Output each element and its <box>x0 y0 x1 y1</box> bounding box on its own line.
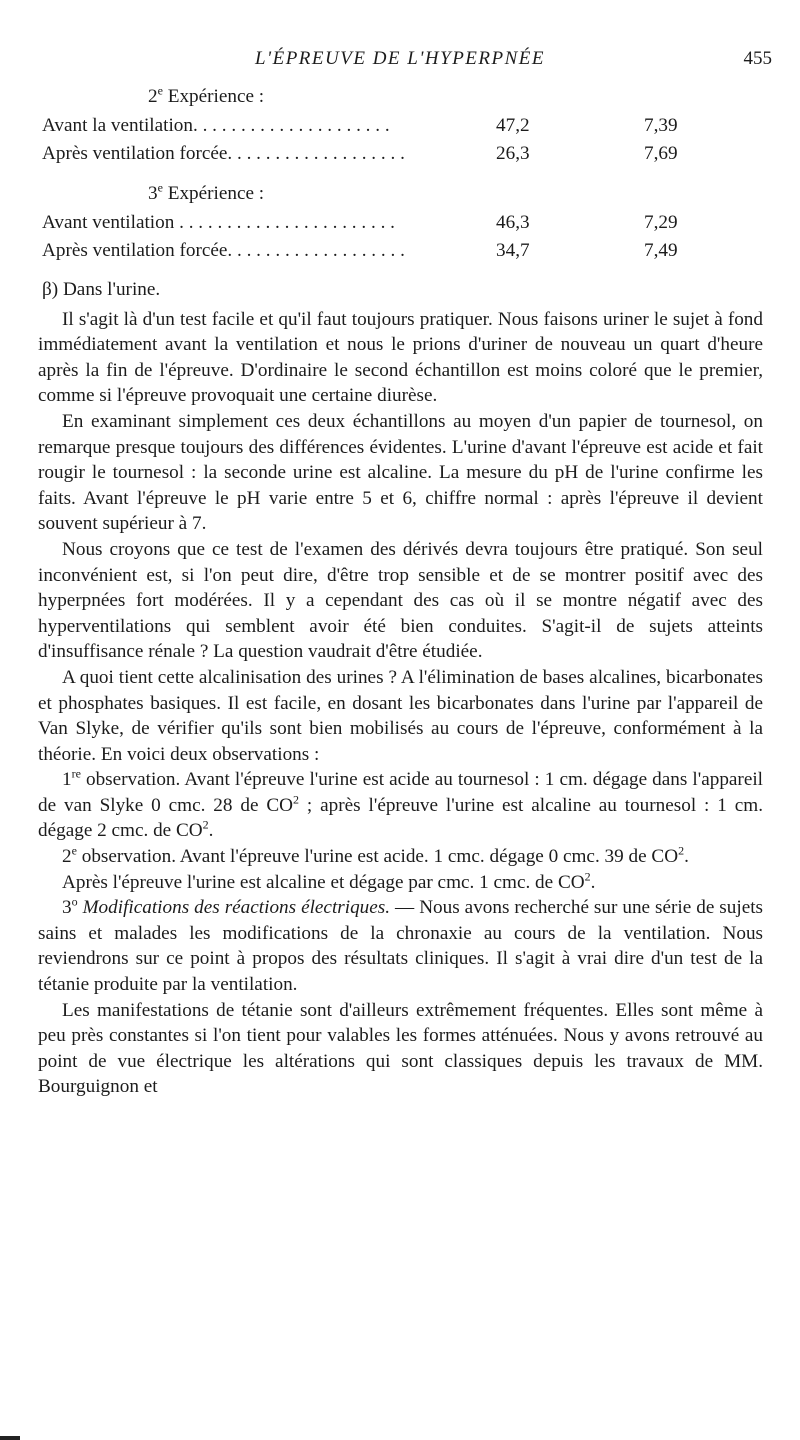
page-number: 455 <box>743 48 772 69</box>
row-value-1: 46,3 <box>496 212 530 233</box>
row-value-1: 26,3 <box>496 143 530 164</box>
section-3-title: Modifications des réactions électriques. <box>82 897 391 919</box>
observation-2-after: Après l'épreuve l'urine est alcaline et dégage par cmc. 1 cmc. de $CO^2$. <box>62 869 596 893</box>
page-edge-mark <box>0 1436 20 1440</box>
row-label: Avant la ventilation. . . . . . . . . . . . . . . . . . . . . <box>42 115 390 136</box>
running-title: L'ÉPREUVE DE L'HYPERPNÉE <box>254 48 546 69</box>
section-3-paragraph: 3$^o$ Modifications des réactions électriques. — Nous avons recherché sur une série de sujets sains et malades les modifications de la chronaxie au cours de la ventilation. Nous reviendrons sur ce point à propos des résultats cliniques. Il s'agit à vrai dire d'un test de la tétanie produite par la ventilation. <box>38 894 764 996</box>
experience-title: 2e Expérience : <box>148 83 265 107</box>
paragraph: Nous croyons que ce test de l'examen des dérivés devra toujours être pratiqué. Son seul inconvénient est, si l'on peut dire, d'être trop sensible et de se montrer positif avec des hyperpnées fort modérées. Il y a cependant des cas où il se montre négatif avec des hyperventilations qui semblent avoir été bien conduites. S'agit-il de sujets atteints d'insuffisance rénale ? La question vaudrait d'être étudiée. <box>38 538 763 663</box>
row-value-2: 7,49 <box>644 240 678 261</box>
observation-2: 2e observation. Avant l'épreuve l'urine est acide. 1 cmc. dégage 0 cmc. 39 de $CO^2$. <box>62 843 689 868</box>
experience-row <box>38 238 763 263</box>
row-value-1: 34,7 <box>496 240 530 261</box>
row-value-2: 7,29 <box>644 212 678 233</box>
page-header <box>0 46 800 76</box>
experience-row <box>38 113 763 138</box>
row-value-2: 7,69 <box>644 143 678 164</box>
page-body <box>38 84 763 1100</box>
row-label: Avant ventilation . . . . . . . . . . . . . . . . . . . . . . . <box>42 212 395 233</box>
paragraph: Les manifestations de tétanie sont d'ailleurs extrêmement fréquentes. Elles sont même à peu près constantes si l'on tient pour valables les formes atténuées. Nous y avons retrouvé au point de vue électrique les altérations qui sont classiques depuis les travaux de MM. Bourguignon et <box>38 999 763 1098</box>
paragraph: En examinant simplement ces deux échantillons au moyen d'un papier de tournesol, on remarque presque toujours des différences évidentes. L'urine d'avant l'épreuve est acide et fait rougir le tournesol : la seconde urine est alcaline. La mesure du pH de l'urine confirme les faits. Avant l'épreuve le pH varie entre 5 et 6, chiffre normal : après l'épreuve il devient souvent supérieur à 7. <box>38 410 763 535</box>
experience-row <box>38 210 763 235</box>
paragraph: Il s'agit là d'un test facile et qu'il faut toujours pratiquer. Nous faisons uriner le sujet à fond immédiatement avant la ventilation et nous le prions d'uriner de nouveau un quart d'heure après la fin de l'épreuve. D'ordinaire le second échantillon est moins coloré que le premier, comme si l'épreuve provoquait une certaine diurèse. <box>38 308 763 407</box>
experience-2 <box>38 84 763 166</box>
paragraph: A quoi tient cette alcalinisation des urines ? A l'élimination de bases alcalines, bicarbonates et phosphates basiques. Il est facile, en dosant les bicarbonates dans l'urine par l'appareil de Van Slyke, de vérifier qu'ils sont bien mobilisés au cours de l'épreuve, conformément à la théorie. En voici deux observations : <box>38 666 763 765</box>
row-value-2: 7,39 <box>644 115 678 136</box>
experience-row <box>38 141 763 166</box>
row-value-1: 47,2 <box>496 115 530 136</box>
experience-title: 3e Expérience : <box>148 180 265 204</box>
row-label: Après ventilation forcée. . . . . . . . . . . . . . . . . . . <box>42 240 405 261</box>
experience-3 <box>38 181 763 263</box>
row-label: Après ventilation forcée. . . . . . . . . . . . . . . . . . . <box>42 143 405 164</box>
section-heading: β) Dans l'urine. <box>42 279 161 300</box>
observation-1: 1re observation. Avant l'épreuve l'urine est acide au tournesol : 1 cm. dégage dans l'appareil de van Slyke 0 cmc. 28 de $CO^2$ ; après l'épreuve l'urine est alcaline au tournesol : 1 cm. dégage 2 cmc. de $CO^2$. <box>38 766 763 842</box>
